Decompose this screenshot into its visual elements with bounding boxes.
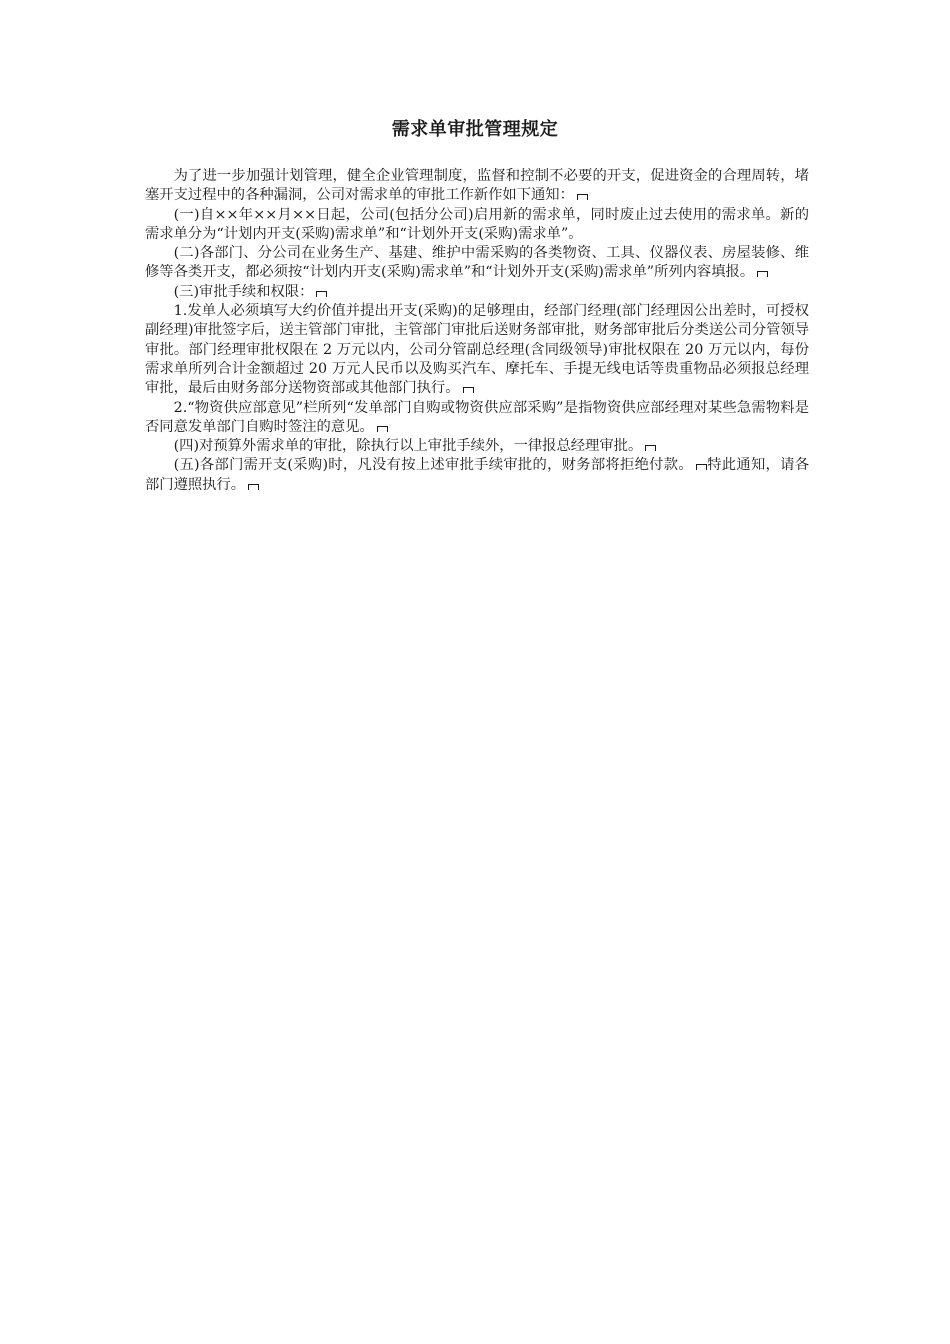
paragraph-text: 为了进一步加强计划管理，健全企业管理制度，监督和控制不必要的开支，促进资金的合理周转，堵塞开支过程中的各种漏洞，公司对需求单的审批工作新作如下通知： [145,168,809,204]
paragraph-text: 2.“物资供应部意见”栏所列“发单部门自购或物资供应部采购”是指物资供应部经理对某些急需物料是否同意发单部门自购时签注的意见。 [145,399,809,435]
paragraph-mark-icon [316,291,327,297]
paragraph-mark-icon [377,426,388,432]
paragraph-text: (五)各部门需开支(采购)时，凡没有按上述审批手续审批的，财务部将拒绝付款。 [173,457,693,474]
paragraph-mark-icon [463,387,474,393]
paragraph-text: (三)审批手续和权限： [173,283,314,300]
paragraph-item-3 [145,283,809,302]
paragraph-mark-icon [577,194,588,200]
document-title: 需求单审批管理规定 [391,119,559,140]
paragraph-mark-icon [645,445,656,451]
paragraph-item-3-2 [145,399,809,438]
paragraph-mark-icon [696,464,707,470]
paragraph-item-1 [145,206,809,245]
paragraph-mark-icon [248,484,259,490]
paragraph-item-2 [145,244,809,283]
paragraph-mark-icon [757,271,768,277]
paragraph-text: (一)自××年××月××日起，公司(包括分公司)启用新的需求单，同时废止过去使用的需求单。新的需求单分为“计划内开支(采购)需求单”和“计划外开支(采购)需求单”。 [145,206,809,242]
paragraph-item-3-1 [145,302,809,398]
paragraph-text: (二)各部门、分公司在业务生产、基建、维护中需采购的各类物资、工具、仪器仪表、房屋装修、维修等各类开支，都必须按“计划内开支(采购)需求单”和“计划外开支(采购)需求单”所列内容填报。 [145,245,809,281]
document-body [145,167,809,495]
closing-text: 特此通知，请各部门遵照执行。 [145,457,809,493]
paragraph-item-4 [145,437,809,456]
paragraph-item-5 [145,456,809,495]
paragraph-text: 1.发单人必须填写大约价值并提出开支(采购)的足够理由，经部门经理(部门经理因公出差时，可授权副经理)审批签字后，送主管部门审批，主管部门审批后送财务部审批，财务部审批后分类送公司分管领导审批。部门经理审批权限在 2 万元以内，公司分管副总经理(含同级领导)审批权限在 20 万元以内，每份需求单所列合计金额超过 20 万元人民币以及购买汽车、摩托车、手提无线电话等贵重物品必须报总经理审批，最后由财务部分送物资部或其他部门执行。 [145,303,809,397]
paragraph-intro [145,167,809,206]
paragraph-text: (四)对预算外需求单的审批，除执行以上审批手续外，一律报总经理审批。 [173,438,643,455]
